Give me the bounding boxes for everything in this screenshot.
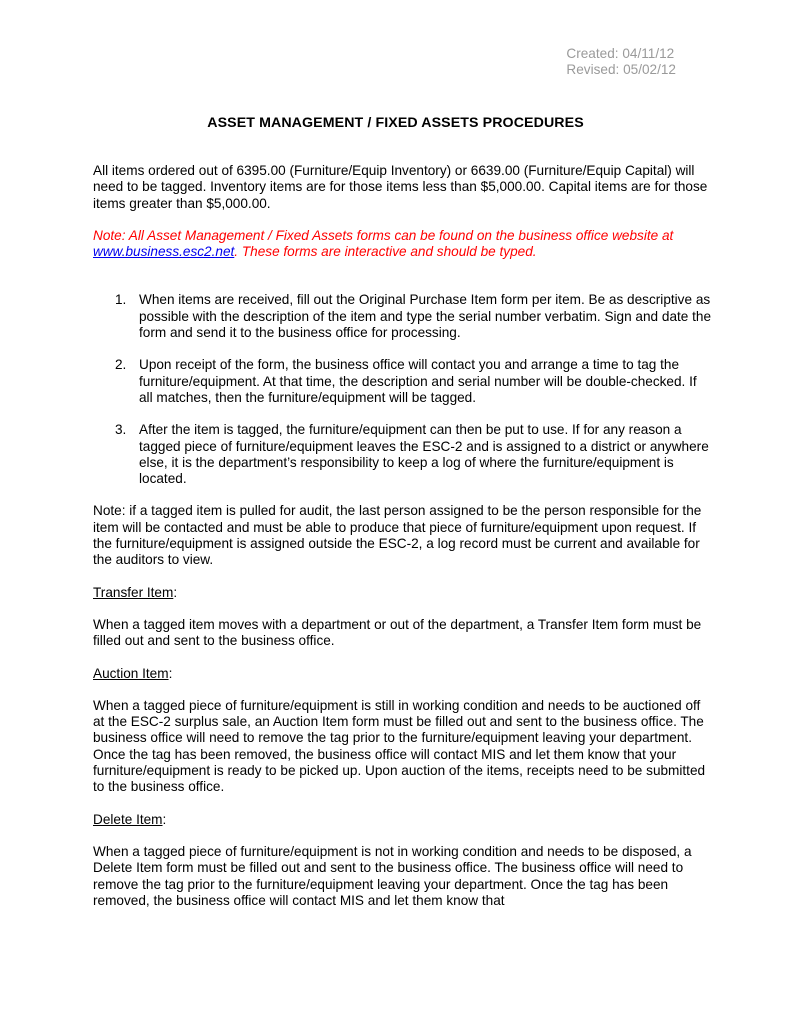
forms-note-suffix: . These forms are interactive and should be typed. [234, 244, 537, 260]
auction-item-heading [93, 666, 713, 682]
created-date: Created: 04/11/12 [566, 46, 675, 61]
forms-note-prefix: Note: All Asset Management / Fixed Assets forms can be found on the business office website at [93, 227, 674, 243]
transfer-item-heading [93, 585, 713, 601]
heading-colon: : [168, 665, 173, 681]
step-text: After the item is tagged, the furniture/equipment can then be put to use. If for any reason a tagged piece of furniture/equipment leaves the ESC-2 and is assigned to a district or anywhere else, it is the department’s responsibility to keep a log of where the furniture/equipment is located. [139, 422, 709, 487]
document-title: ASSET MANAGEMENT / FIXED ASSETS PROCEDURES [207, 115, 584, 131]
audit-note: Note: if a tagged item is pulled for audit, the last person assigned to be the person responsible for the item will be contacted and must be able to produce that piece of furniture/equipment upon request. If the furniture/equipment is assigned outside the ESC-2, a log record must be current and available for the auditors to view. [93, 503, 702, 568]
list-item [93, 422, 713, 487]
step-number: 3. [115, 422, 127, 438]
delete-item-heading-text: Delete Item [93, 811, 163, 827]
delete-item-heading [93, 812, 713, 828]
revision-dates [566, 46, 676, 79]
revised-date: Revised: 05/02/12 [566, 62, 676, 78]
step-text: When items are received, fill out the Original Purchase Item form per item. Be as descriptive as possible with the description of the item and type the serial number verbatim. Sign and date the form and send it to the business office for processing. [139, 292, 712, 341]
transfer-item-heading-text: Transfer Item [93, 584, 174, 600]
auction-item-body: When a tagged piece of furniture/equipment is still in working condition and needs to be auctioned off at the ESC-2 surplus sale, an Auction Item form must be filled out and sent to the business office. The business office will need to remove the tag prior to the furniture/equipment leaving your department. Once the tag has been removed, the business office will contact MIS and let them know that your furniture/equipment is ready to be picked up. Upon auction of the items, receipts need to be submitted to the business office. [93, 697, 706, 795]
step-number: 2. [115, 357, 127, 373]
step-number: 1. [115, 292, 127, 308]
document-body [93, 163, 713, 925]
step-text: Upon receipt of the form, the business office will contact you and arrange a time to tag the furniture/equipment. At that time, the description and serial number will be double-checked. If all matches, then the furniture/equipment will be tagged. [139, 357, 697, 405]
transfer-item-body: When a tagged item moves with a department or out of the department, a Transfer Item form must be filled out and sent to the business office. [93, 616, 702, 649]
business-office-link[interactable]: www.business.esc2.net [93, 244, 235, 260]
delete-item-body: When a tagged piece of furniture/equipment is not in working condition and needs to be disposed, a Delete Item form must be filled out and sent to the business office. The business office will need to remove the tag prior to the furniture/equipment leaving your department. Once the tag has been removed, the business office will contact MIS and let them know that [93, 843, 692, 908]
forms-note [93, 228, 713, 261]
auction-item-heading-text: Auction Item [93, 665, 169, 681]
procedure-steps [93, 292, 713, 487]
list-item [93, 357, 713, 406]
heading-colon: : [173, 584, 178, 600]
list-item [93, 292, 713, 341]
heading-colon: : [162, 811, 167, 827]
intro-paragraph: All items ordered out of 6395.00 (Furniture/Equip Inventory) or 6639.00 (Furniture/Equip Capital) will need to be tagged. Inventory items are for those items less than $5,000.00. Capital items are for those items greater than $5,000.00. [93, 163, 708, 211]
